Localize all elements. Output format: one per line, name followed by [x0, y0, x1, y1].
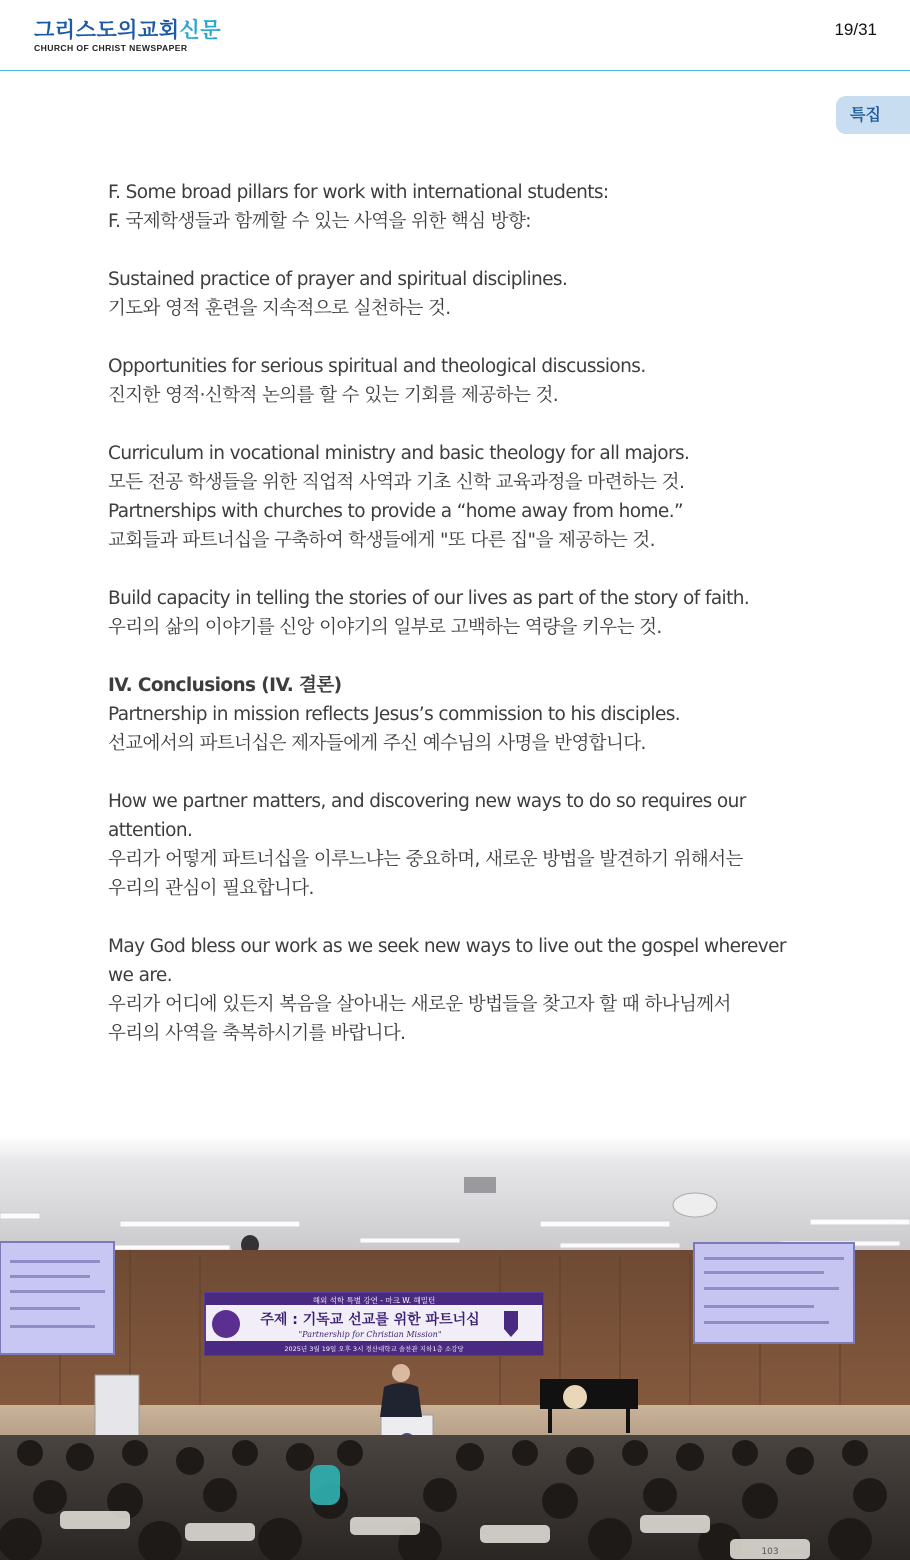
banner-title: 주제 : 기독교 선교를 위한 파트너십 [260, 1312, 480, 1328]
paragraph-kr: 진지한 영적·신학적 논의를 할 수 있는 기회를 제공하는 것. [108, 385, 559, 406]
paragraph-kr: 우리의 사역을 축복하시기를 바랍니다. [108, 1023, 406, 1044]
lecture-hall-photo [0, 1135, 910, 1560]
paragraph-kr: 우리가 어디에 있든지 복음을 살아내는 새로운 방법들을 찾고자 할 때 하나님께서 [108, 994, 731, 1015]
paragraph-kr: 우리의 삶의 이야기를 신앙 이야기의 일부로 고백하는 역량을 키우는 것. [108, 617, 662, 638]
seat-number: 103 [761, 1547, 779, 1557]
paragraph-kr: 교회들과 파트너십을 구축하여 학생들에게 "또 다른 집"을 제공하는 것. [108, 530, 655, 551]
paragraph-kr: 선교에서의 파트너십은 제자들에게 주신 예수님의 사명을 반영합니다. [108, 733, 646, 754]
page-header [0, 0, 910, 71]
logo-subtitle: CHURCH OF CHRIST NEWSPAPER [34, 43, 188, 53]
page-number: 19/31 [834, 20, 877, 39]
paragraph-en: Opportunities for serious spiritual and theological discussions. [108, 356, 646, 377]
paragraph-en: May God bless our work as we seek new ways to live out the gospel wherever [108, 936, 786, 957]
paragraph-en: Partnership in mission reflects Jesus’s commission to his disciples. [108, 704, 681, 725]
banner-date: 2025년 3월 19일 오후 3시 경산대학교 솔찬관 지하1층 소강당 [284, 1345, 464, 1353]
paragraph-en: Sustained practice of prayer and spiritual disciplines. [108, 269, 568, 290]
paragraph-en: Build capacity in telling the stories of our lives as part of the story of faith. [108, 588, 750, 609]
paragraph-en: Partnerships with churches to provide a “home away from home.” [108, 501, 683, 522]
banner-top-text: 해외 석학 특별 강연 - 마크 W. 해밀턴 [312, 1296, 436, 1305]
paragraph-en: we are. [108, 965, 172, 986]
paragraph-en: How we partner matters, and discovering new ways to do so requires our [108, 791, 746, 812]
paragraph-kr: F. 국제학생들과 함께할 수 있는 사역을 위한 핵심 방향: [108, 211, 531, 232]
banner-subtitle: "Partnership for Christian Mission" [298, 1330, 442, 1339]
paragraph-en: Curriculum in vocational ministry and basic theology for all majors. [108, 443, 690, 464]
section-heading: IV. Conclusions (IV. 결론) [108, 675, 342, 696]
section-tag: 특집 [836, 96, 910, 134]
paragraph-kr: 우리가 어떻게 파트너십을 이루느냐는 중요하며, 새로운 방법을 발견하기 위해서는 [108, 849, 743, 870]
paragraph-en: attention. [108, 820, 193, 841]
paragraph-kr: 기도와 영적 훈련을 지속적으로 실천하는 것. [108, 298, 451, 319]
newspaper-logo[interactable] [34, 18, 221, 53]
article-body [108, 178, 790, 1048]
paragraph-en: F. Some broad pillars for work with international students: [108, 182, 609, 203]
paragraph-kr: 모든 전공 학생들을 위한 직업적 사역과 기초 신학 교육과정을 마련하는 것. [108, 472, 685, 493]
logo-title: 그리스도의교회신문 [34, 18, 222, 42]
paragraph-kr: 우리의 관심이 필요합니다. [108, 878, 314, 899]
